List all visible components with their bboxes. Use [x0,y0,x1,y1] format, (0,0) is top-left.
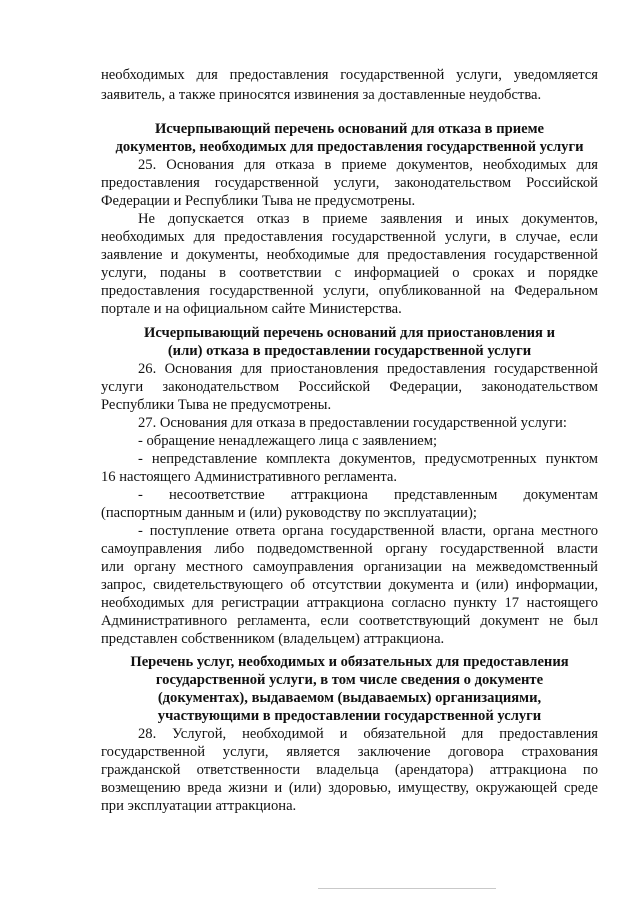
text-line: услуги законодательством Российской Федерации, законодательством [101,379,598,395]
text-line: заявление и документы, необходимые для предоставления государственной [101,247,598,263]
text-line: государственной услуги, является заключение договора страхования [101,744,598,760]
section-heading: государственной услуги, в том числе сведения о документе [155,672,544,688]
text-line: предоставления государственной услуги, законодательством Российской [101,175,598,191]
text-line: необходимых для регистрации аттракциона согласно пункту 17 настоящего [101,595,598,611]
section-heading: Перечень услуг, необходимых и обязательных для предоставления [130,654,569,670]
page-bottom-rule [318,888,496,889]
text-line: или органу местного самоуправления организации на межведомственный [101,559,598,575]
text-line: самоуправления либо подведомственной органу государственной власти [101,541,598,557]
list-item: - несоответствие аттракциона представленным документам [138,487,598,503]
text-line: услуги, поданы в соответствии с информацией о сроках и порядке [101,265,598,281]
text-line: при эксплуатации аттракциона. [101,798,297,814]
section-heading: (или) отказа в предоставлении государственной услуги [167,343,532,359]
text-line: запрос, свидетельствующего об отсутствии документа и (или) информации, [101,577,598,593]
section-heading: (документах), выдаваемом (выдаваемых) организациями, [157,690,542,706]
text-line: (паспортным данным и (или) руководству по эксплуатации); [101,505,477,521]
list-item: - поступление ответа органа государственной власти, органа местного [138,523,598,539]
text-line: 28. Услугой, необходимой и обязательной для предоставления [138,726,598,742]
text-line: заявитель, а также приносятся извинения за доставленные неудобства. [101,87,542,103]
text-line: возмещению вреда жизни и (или) здоровью, имуществу, окружающей среде [101,780,598,796]
text-line: портале и на официальном сайте Министерства. [101,301,402,317]
list-item: - обращение ненадлежащего лица с заявлением; [138,433,438,449]
text-line: необходимых для предоставления государственной услуги, в случае, если [101,229,598,245]
text-line: гражданской ответственности владельца (арендатора) аттракциона по [101,762,598,778]
text-line: 25. Основания для отказа в приеме документов, необходимых для [138,157,598,173]
section-heading: Исчерпывающий перечень оснований для приостановления и [144,325,555,341]
text-line: Республики Тыва не предусмотрены. [101,397,332,413]
section-heading: Исчерпывающий перечень оснований для отказа в приеме [154,121,545,137]
text-line: представлен собственником (владельцем) аттракциона. [101,631,445,647]
section-heading: участвующими в предоставлении государственной услуги [157,708,542,724]
text-line: необходимых для предоставления государственной услуги, уведомляется [101,67,598,83]
text-line: предоставления государственной услуги, опубликованной на Федеральном [101,283,598,299]
text-line: 26. Основания для приостановления предоставления государственной [138,361,598,377]
text-line: Федерации и Республики Тыва не предусмотрены. [101,193,416,209]
text-line: Не допускается отказ в приеме заявления и иных документов, [138,211,598,227]
list-item: - непредставление комплекта документов, предусмотренных пунктом [138,451,598,467]
text-line: 16 настоящего Административного регламента. [101,469,398,485]
text-line: 27. Основания для отказа в предоставлении государственной услуги: [138,415,567,431]
text-line: Административного регламента, если соответствующий документ не был [101,613,598,629]
section-heading: документов, необходимых для предоставления государственной услуги [115,139,584,155]
